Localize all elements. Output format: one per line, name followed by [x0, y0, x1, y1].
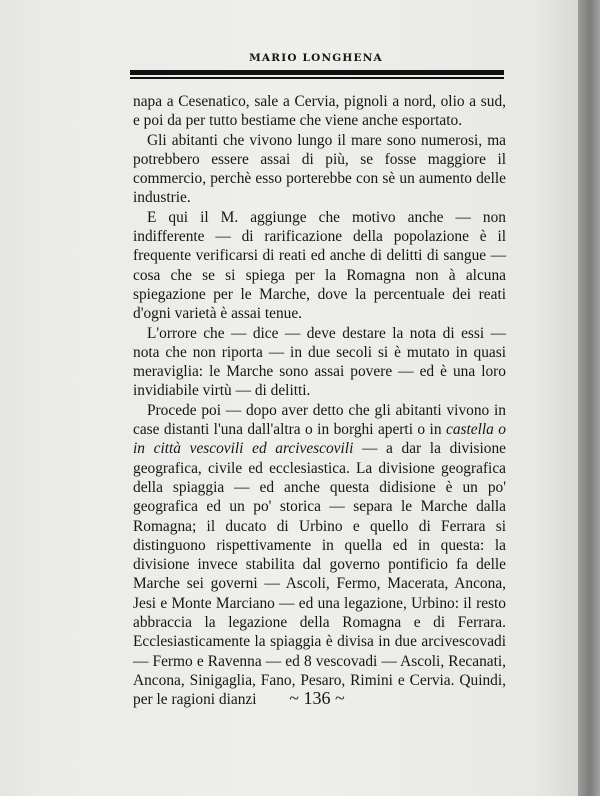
page-edge-shadow — [578, 0, 600, 796]
paragraph-1: napa a Cesenatico, sale a Cervia, pignoli a nord, olio a sud, e poi da per tutto bestiame che viene anche esportato. — [133, 93, 506, 130]
running-header: MARIO LONGHENA — [249, 52, 383, 64]
paragraph-5-text-a: Procede poi — dopo aver detto che gli abitanti vivono in case distanti l'una dall'altra o in borghi aperti o in — [133, 401, 506, 439]
paragraph-5 — [133, 401, 506, 710]
page-number: ~ 136 ~ — [289, 688, 345, 708]
header-rule-thin — [130, 77, 504, 79]
body-text — [133, 92, 506, 710]
header-rule-thick — [130, 70, 504, 75]
paragraph-5-text-b: — a dar la divisione geografica, civile ed ecclesiastica. La divisione geografica della spiaggia — ed anche questa didisione è un po' geografica ed un po' storica — separa le Marche dalla Romagna; il ducato di Urbino e quello di Ferrara si distinguono rispettivamente in quella ed in questa: la divisione invece stabilita dal governo pontificio fa delle Marche sei governi — Ascoli, Fermo, Macerata, Ancona, Jesi e Monte Marciano — ed una legazione, Urbino: il resto abbraccia la legazione della Romagna e di Ferrara. Ecclesiasticamente la spiaggia è divisa in due arcivescovadi — Fermo e Ravenna — ed 8 vescovadi — Ascoli, Recanati, Ancona, Sinigaglia, Fano, Pesaro, Rimini e Cervia. Quindi, per le ragioni dianzi — [133, 440, 506, 709]
paragraph-4: L'orrore che — dice — deve destare la nota di essi — nota che non riporta — in due secoli si è mutato in quasi meraviglia: le Marche sono assai povere — ed è una loro invidiabile virtù — di delitti. — [133, 324, 506, 400]
paragraph-5-italic: castella o in città vescovili ed arcivescovili — [133, 421, 506, 458]
paragraph-3: E qui il M. aggiunge che motivo anche — non indifferente — di rarificazione della popolazione è il frequente verificarsi di reati ed anche di delitti di sangue — cosa che se si spiega per la Romagna non à alcuna spiegazione per le Marche, dove la percentuale dei reati d'ogni varietà è assai tenue. — [133, 208, 506, 323]
paragraph-2: Gli abitanti che vivono lungo il mare sono numerosi, ma potrebbero essere assai di più, se fosse maggiore il commercio, perchè esso porterebbe con sè un aumento delle industrie. — [133, 131, 506, 207]
